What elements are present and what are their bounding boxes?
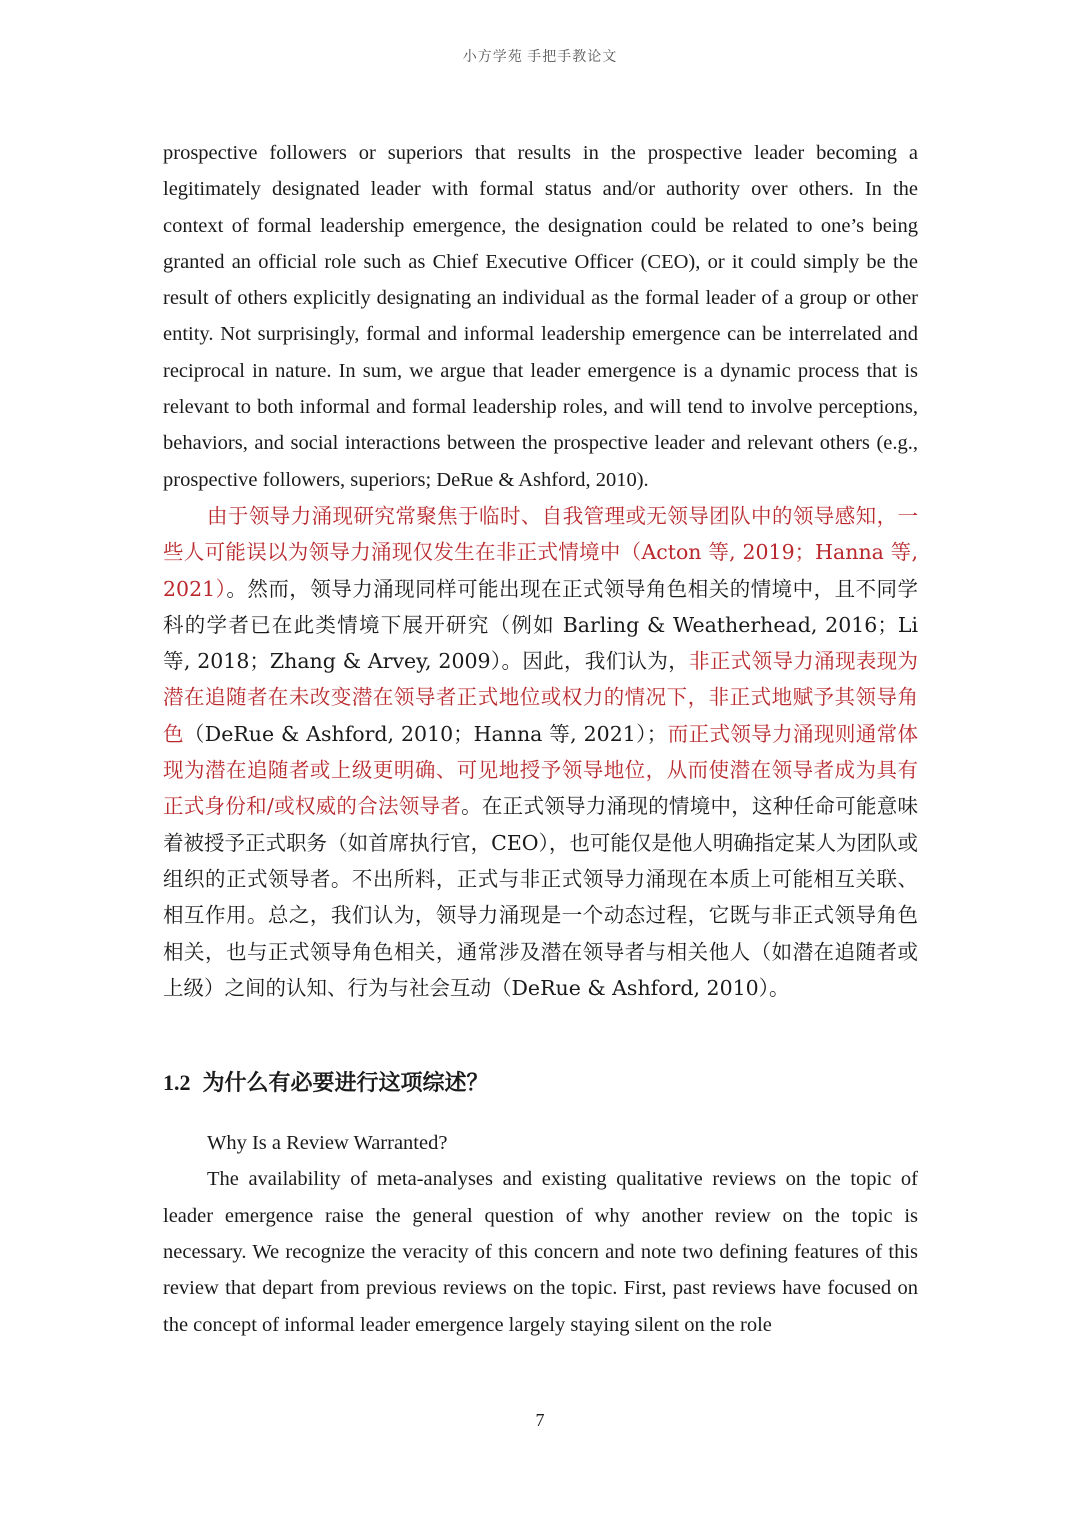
section-title: 为什么有必要进行这项综述？ [202, 1071, 489, 1097]
highlighted-text-1: 由于领导力涌现研究常聚焦于临时、自我管理或无领导团队中的领导感知，一些人可能误以为领导力涌现仅发生在非正式情境中（Acton 等, 2019；Hanna 等, 2021） [163, 503, 918, 601]
section-heading [163, 1068, 918, 1099]
page-content [163, 135, 918, 1343]
body-text-3: 。在正式领导力涌现的情境中，这种任命可能意味着被授予正式职务（如首席执行官，CEO），也可能仅是他人明确指定某人为团队或组织的正式领导者。不出所料，正式与非正式领导力涌现在本质上可能相互关联、相互作用。总之，我们认为，领导力涌现是一个动态过程，它既与非正式领导角色相关，也与正式领导角色相关，通常涉及潜在领导者与相关他人（如潜在追随者或上级）之间的认知、行为与社会互动（DeRue & Ashford, 2010）。 [163, 794, 919, 1000]
body-text-1: 。然而，领导力涌现同样可能出现在正式领导角色相关的情境中，且不同学科的学者已在此类情境下展开研究（例如 Barling & Weatherhead, 2016；Li 等, 2018；Zhang & Arvey, 2009）。因此，我们认为， [163, 576, 919, 674]
chinese-translation-paragraph [163, 498, 918, 1006]
section-number: 1.2 [163, 1070, 191, 1096]
page-header: 小方学苑 手把手教论文 [462, 50, 618, 65]
body-text-2: （DeRue & Ashford, 2010；Hanna 等, 2021）； [183, 721, 668, 746]
english-paragraph: The availability of meta-analyses and existing qualitative reviews on the topic of leader emergence raise the general question of why another review on the topic is necessary. We recognize the veracity of this concern and note two defining features of this review that depart from previous reviews on the topic. First, past reviews have focused on the concept of informal leader emergence largely staying silent on the role [163, 1168, 918, 1336]
highlighted-text-3: 而正式领导力涌现则通常体现为潜在追随者或上级更明确、可见地授予领导地位，从而使潜在领导者成为具有正式身份和/或权威的合法领导者 [163, 721, 918, 819]
section-subtitle: Why Is a Review Warranted? [207, 1132, 448, 1155]
page-number: 7 [535, 1410, 545, 1430]
highlighted-text-2: 非正式领导力涌现表现为潜在追随者在未改变潜在领导者正式地位或权力的情况下，非正式地赋予其领导角色 [163, 649, 918, 746]
english-paragraph-continued: prospective followers or superiors that results in the prospective leader becoming a legitimately designated leader with formal status and/or authority over others. In the context of formal leadership emergence, the designation could be related to one’s being granted an official role such as Chief Executive Officer (CEO), or it could simply be the result of others explicitly designating an individual as the formal leader of a group or other entity. Not surprisingly, formal and informal leadership emergence can be interrelated and reciprocal in nature. In sum, we argue that leader emergence is a dynamic process that is relevant to both informal and formal leadership roles, and will tend to involve perceptions, behaviors, and social interactions between the prospective leader and relevant others (e.g., prospective followers, superiors; DeRue & Ashford, 2010). [163, 142, 918, 491]
